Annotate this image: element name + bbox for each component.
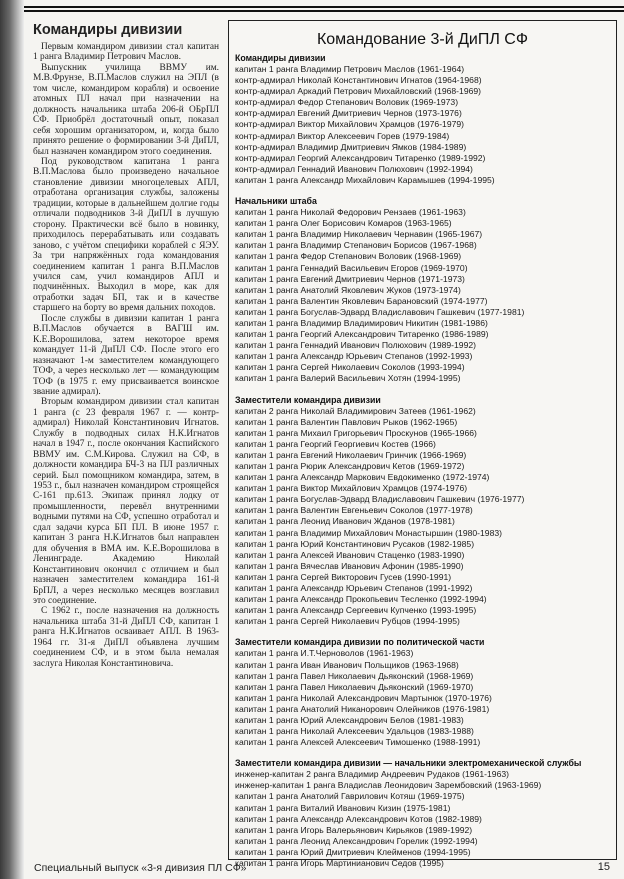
list-item: капитан 1 ранга Владимир Степанович Борисов (1967-1968) xyxy=(235,240,477,251)
section-heading: Начальники штаба xyxy=(235,196,317,207)
left-column xyxy=(33,22,219,669)
section-heading: Командиры дивизии xyxy=(235,53,326,63)
list-item: капитан 1 ранга Валентин Евгеньевич Соколов (1977-1978) xyxy=(235,505,473,516)
list-item: капитан 1 ранга Георгий Александрович Титаренко (1986-1989) xyxy=(235,329,489,340)
deputy-commanders-list xyxy=(235,406,610,628)
list-item: капитан 1 ранга Алексей Алексеевич Тимошенко (1988-1991) xyxy=(235,737,481,748)
list-item: контр-адмирал Виктор Михайлович Храмцов (1976-1979) xyxy=(235,119,465,130)
section-commanders xyxy=(235,53,610,186)
list-item: капитан 1 ранга Александр Юрьевич Степанов (1991-1992) xyxy=(235,583,473,594)
paragraph: Вторым командиром дивизии стал капитан 1 ранга (с 23 февраля 1967 г. — контр-адмирал) Николай Константинович Игнатов. Службу в подводных силах Н.К.Игнатов начал в 1947 г., после окончания Каспийского ВВМУ им. С.М.Кирова. Служил на СФ, в должности командира БЧ-3 на ПЛ различных серий. Был помощником командира, затем, в 1953 г., был назначен командиром строящейся С-161 пр.613. Экипаж принял лодку от промышленности, перевёл внутренними водными путями на СФ, успешно отработал и сдал задачи курса БП ПЛ. В июне 1957 г. капитан 3 ранга Н.К.Игнатов был направлен для обучения в ВМА им. К.Е.Ворошилова в Ленинграде. Академию Николай Константинович окончил с отличием и был назначен заместителем командира 161-й БрПЛ, а через несколько месяцев возглавил это соединение. xyxy=(33,397,219,607)
commanders-list xyxy=(235,64,610,186)
list-item: капитан 1 ранга Вячеслав Иванович Афонин (1985-1990) xyxy=(235,560,464,571)
list-item: капитан 1 ранга Геннадий Иванович Полюхович (1989-1992) xyxy=(235,340,476,351)
footer-publication-title: Специальный выпуск «3-я дивизия ПЛ СФ» xyxy=(34,862,247,874)
list-item: капитан 1 ранга Виталий Иванович Кизин (1975-1981) xyxy=(235,802,451,813)
list-item: контр-адмирал Геннадий Иванович Полюхович (1992-1994) xyxy=(235,163,473,174)
list-item: капитан 1 ранга Александр Сергеевич Купченко (1993-1995) xyxy=(235,605,477,616)
section-deputy-commanders xyxy=(235,395,610,628)
list-item: капитан 1 ранга Алексей Иванович Стаценко (1983-1990) xyxy=(235,549,465,560)
section-engineering-deputies xyxy=(235,758,610,869)
list-item: капитан 2 ранга Николай Владимирович Затеев (1961-1962) xyxy=(235,405,476,416)
paragraph: После службы в дивизии капитан 1 ранга В.П.Маслов обучается в ВАГШ им. К.Е.Ворошилова, затем некоторое время командует 11-й ДиПЛ СФ. После этого его назначают 1-м заместителем командующего ТОФ, а через несколько лет — командующим ТОФ (в 1975 г. ему присваивается воинское звание адмирал). xyxy=(33,313,219,397)
list-item: капитан 1 ранга Владимир Михайлович Монастыршин (1980-1983) xyxy=(235,527,502,538)
engineering-deputies-list xyxy=(235,769,610,869)
list-item: капитан 1 ранга Евгений Николаевич Гринчик (1966-1969) xyxy=(235,449,467,460)
section-heading: Заместители командира дивизии по политической части xyxy=(235,637,485,648)
list-item: капитан 1 ранга Николай Федорович Рензаев (1961-1963) xyxy=(235,207,466,218)
paragraph: Первым командиром дивизии стал капитан 1 ранга Владимир Петрович Маслов. xyxy=(33,42,219,63)
list-item: капитан 1 ранга Олег Борисович Комаров (1963-1965) xyxy=(235,218,452,229)
list-item: капитан 1 ранга Александр Прокопьевич Тесленко (1992-1994) xyxy=(235,594,487,605)
list-item: капитан 1 ранга Юрий Константинович Русаков (1982-1985) xyxy=(235,538,475,549)
list-item: капитан 1 ранга Леонид Иванович Жданов (1978-1981) xyxy=(235,516,455,527)
list-item: капитан 1 ранга Павел Николаевич Дьяконский (1969-1970) xyxy=(235,681,474,692)
list-item: капитан 1 ранга Владимир Николаевич Чернавин (1965-1967) xyxy=(235,229,483,240)
list-item: инженер-капитан 1 ранга Владислав Леонидович Зарембовский (1963-1969) xyxy=(235,780,542,791)
list-item: контр-адмирал Федор Степанович Воловик (1969-1973) xyxy=(235,97,459,108)
list-item: капитан 1 ранга Иван Иванович Польщиков (1963-1968) xyxy=(235,659,459,670)
list-item: капитан 1 ранга Анатолий Гаврилович Котяш (1969-1975) xyxy=(235,791,465,802)
list-item: капитан 1 ранга Николай Александрович Мартынюк (1970-1976) xyxy=(235,692,492,703)
list-item: капитан 1 ранга Леонид Александрович Горелик (1992-1994) xyxy=(235,835,478,846)
list-item: капитан 1 ранга Игорь Валерьянович Кирьяков (1989-1992) xyxy=(235,824,473,835)
list-item: контр-адмирал Виктор Алексеевич Горев (1979-1984) xyxy=(235,130,450,141)
list-item: капитан 1 ранга Валентин Павлович Рыков (1962-1965) xyxy=(235,416,458,427)
list-item: контр-адмирал Аркадий Петрович Михайловский (1968-1969) xyxy=(235,86,482,97)
list-item: капитан 1 ранга Михаил Григорьевич Проскунов (1965-1966) xyxy=(235,427,477,438)
list-item: капитан 1 ранга Евгений Дмитриевич Чернов (1971-1973) xyxy=(235,273,465,284)
paragraph: С 1962 г., после назначения на должность начальника штаба 31-й ДиПЛ СФ, капитан 1 ранга Н.К.Игнатов осваивает АПЛ. В 1963-1964 гг. 31-я ДиПЛ объявлена лучшим соединением СФ, и в этом была немалая заслуга Николая Константиновича. xyxy=(33,606,219,669)
section-chiefs-of-staff xyxy=(235,196,610,385)
list-item: капитан 1 ранга И.Т.Черноволов (1961-1963) xyxy=(235,648,414,659)
list-item: капитан 1 ранга Богуслав-Эдвард Владиславович Гашкевич (1976-1977) xyxy=(235,494,525,505)
list-item: капитан 1 ранга Анатолий Яковлевич Жуков (1973-1974) xyxy=(235,284,461,295)
list-item: инженер-капитан 2 ранга Владимир Андреевич Рудаков (1961-1963) xyxy=(235,769,509,780)
list-item: капитан 1 ранга Федор Степанович Воловик (1968-1969) xyxy=(235,251,462,262)
list-item: капитан 1 ранга Геннадий Васильевич Егоров (1969-1970) xyxy=(235,262,468,273)
list-item: контр-адмирал Георгий Александрович Титаренко (1989-1992) xyxy=(235,152,486,163)
list-item: капитан 1 ранга Владимир Владимирович Никитин (1981-1986) xyxy=(235,317,488,328)
list-item: контр-адмирал Николай Константинович Игнатов (1964-1968) xyxy=(235,75,482,86)
list-item: капитан 1 ранга Александр Александрович Котов (1982-1989) xyxy=(235,813,482,824)
list-item: капитан 1 ранга Георгий Георгиевич Костев (1966) xyxy=(235,438,436,449)
list-item: капитан 1 ранга Сергей Викторович Гусев (1990-1991) xyxy=(235,571,452,582)
chiefs-of-staff-list xyxy=(235,207,610,385)
list-item: капитан 1 ранга Сергей Николаевич Рубцов (1994-1995) xyxy=(235,616,460,627)
list-item: капитан 1 ранга Александр Юрьевич Степанов (1992-1993) xyxy=(235,351,473,362)
list-item: капитан 1 ранга Сергей Николаевич Соколов (1993-1994) xyxy=(235,362,465,373)
list-item: капитан 1 ранга Виктор Михайлович Храмцов (1974-1976) xyxy=(235,483,468,494)
paragraph: Выпускник училища ВВМУ им. М.В.Фрунзе, В.П.Маслов служил на ЭПЛ (в том числе, командиром корабля) и освоение атомных ПЛ начал при назначении на должность начальника штаба 206-й ОБрПЛ СФ. Приобрёл достаточный опыт, показал себя хорошим организатором, и, когда было принято решение о формировании 3-й ДиПЛ, был назначен командиром этого соединения. xyxy=(33,62,219,157)
section-heading: Заместители командира дивизии xyxy=(235,394,381,405)
list-item: капитан 1 ранга Юрий Дмитриевич Клейменов (1994-1995) xyxy=(235,846,471,857)
section-heading: Заместители командира дивизии — начальники электромеханической службы xyxy=(235,758,582,769)
political-deputies-list xyxy=(235,648,610,748)
section-title: Командиры дивизии xyxy=(33,22,183,38)
list-item: контр-адмирал Евгений Дмитриевич Чернов (1973-1976) xyxy=(235,108,462,119)
list-item: капитан 1 ранга Валентин Яковлевич Барановский (1974-1977) xyxy=(235,295,488,306)
paragraph: Под руководством капитана 1 ранга В.П.Маслова было произведено начальное становление дивизии многоцелевых АПЛ, отработана организация службы, заложены традиции, которые в дальнейшем долгие годы отличали подводников 3-й ДиПЛ в лучшую сторону. Практически всё было в новинку, приходилось перерабатывать или создавать заново, с учётом специфики кораблей с ЯЭУ. За три напряжённых года командования соединением капитан 1 ранга В.П.Маслов учился сам, учил командиров АПЛ и подчинённых. Выходил в море, как для отработки задач БП, так и в качестве старшего на борту во время дальних походов. xyxy=(33,156,219,314)
list-item: капитан 1 ранга Александр Михайлович Карамышев (1994-1995) xyxy=(235,174,495,185)
list-item: капитан 1 ранга Анатолий Никанорович Олейников (1976-1981) xyxy=(235,703,490,714)
list-item: капитан 1 ранга Александр Маркович Евдокименко (1972-1974) xyxy=(235,472,490,483)
list-item: капитан 1 ранга Павел Николаевич Дьяконский (1968-1969) xyxy=(235,670,474,681)
list-item: капитан 1 ранга Николай Алексеевич Удальцов (1983-1988) xyxy=(235,726,474,737)
header-rule xyxy=(24,6,624,14)
list-item: капитан 1 ранга Богуслав-Эдвард Владиславович Гашкевич (1977-1981) xyxy=(235,306,525,317)
list-item: капитан 1 ранга Рюрик Александрович Кетов (1969-1972) xyxy=(235,461,465,471)
article-body xyxy=(33,42,219,669)
section-political-deputies xyxy=(235,637,610,748)
list-item: капитан 1 ранга Валерий Васильевич Хотян (1994-1995) xyxy=(235,373,461,384)
list-item: капитан 1 ранга Владимир Петрович Маслов (1961-1964) xyxy=(235,64,465,74)
list-item: капитан 1 ранга Юрий Александрович Белов (1981-1983) xyxy=(235,714,464,725)
list-item: капитан 1 ранга Игорь Мартинианович Седов (1995) xyxy=(235,858,444,868)
page-binding-shadow xyxy=(0,0,24,879)
box-title: Командование 3-й ДиПЛ СФ xyxy=(316,31,529,48)
page-number: 15 xyxy=(597,861,610,873)
list-item: контр-адмирал Владимир Дмитриевич Ямков (1984-1989) xyxy=(235,141,467,152)
